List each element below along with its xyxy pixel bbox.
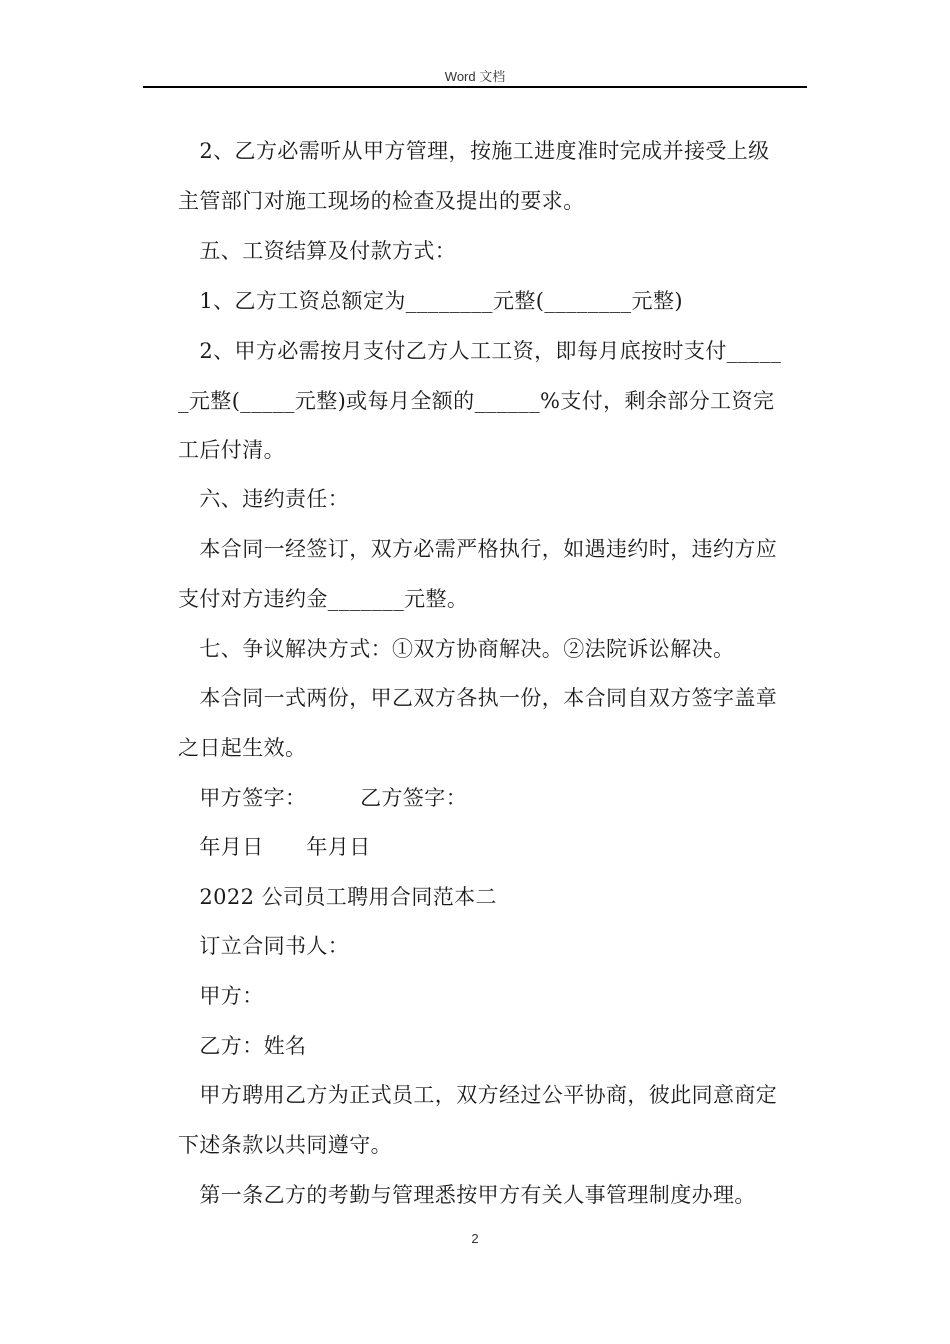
date-line: 年月日 年月日 [178, 835, 371, 859]
section-heading: 六、违约责任： [178, 487, 350, 511]
text-line: _元整(_____元整)或每月全额的______%支付，剩余部分工资完 [178, 389, 775, 413]
party-b-line: 乙方：姓名 [178, 1034, 307, 1058]
text-line: 1、乙方工资总额定为________元整(________元整) [178, 289, 683, 313]
text-line: 下述条款以共同遵守。 [178, 1133, 392, 1157]
section-heading: 七、争议解决方式：①双方协商解决。②法院诉讼解决。 [178, 637, 735, 661]
text-line: 支付对方违约金_______元整。 [178, 587, 469, 611]
header-rule [143, 86, 807, 88]
text-line: 订立合同书人： [178, 934, 350, 958]
page-number: 2 [471, 1231, 479, 1246]
text-line: 主管部门对施工现场的检查及提出的要求。 [178, 189, 585, 213]
text-line: 本合同一经签订，双方必需严格执行，如遇违约时，违约方应 [178, 537, 778, 561]
text-line: 工后付清。 [178, 438, 285, 462]
document-title: 2022 公司员工聘用合同范本二 [178, 885, 497, 909]
signature-line: 甲方签字： 乙方签字： [178, 786, 468, 810]
text-line: 本合同一式两份，甲乙双方各执一份，本合同自双方签字盖章 [178, 686, 778, 710]
section-heading: 五、工资结算及付款方式： [178, 239, 457, 263]
text-line: 第一条乙方的考勤与管理悉按甲方有关人事管理制度办理。 [178, 1183, 756, 1207]
page-header: Word 文档 [444, 69, 506, 84]
text-line: 之日起生效。 [178, 736, 307, 760]
party-a-line: 甲方： [178, 984, 264, 1008]
text-line: 甲方聘用乙方为正式员工，双方经过公平协商，彼此同意商定 [178, 1083, 778, 1107]
text-line: 2、甲方必需按月支付乙方人工工资，即每月底按时支付_____ [178, 339, 782, 363]
text-line: 2、乙方必需听从甲方管理，按施工进度准时完成并接受上级 [178, 139, 770, 163]
